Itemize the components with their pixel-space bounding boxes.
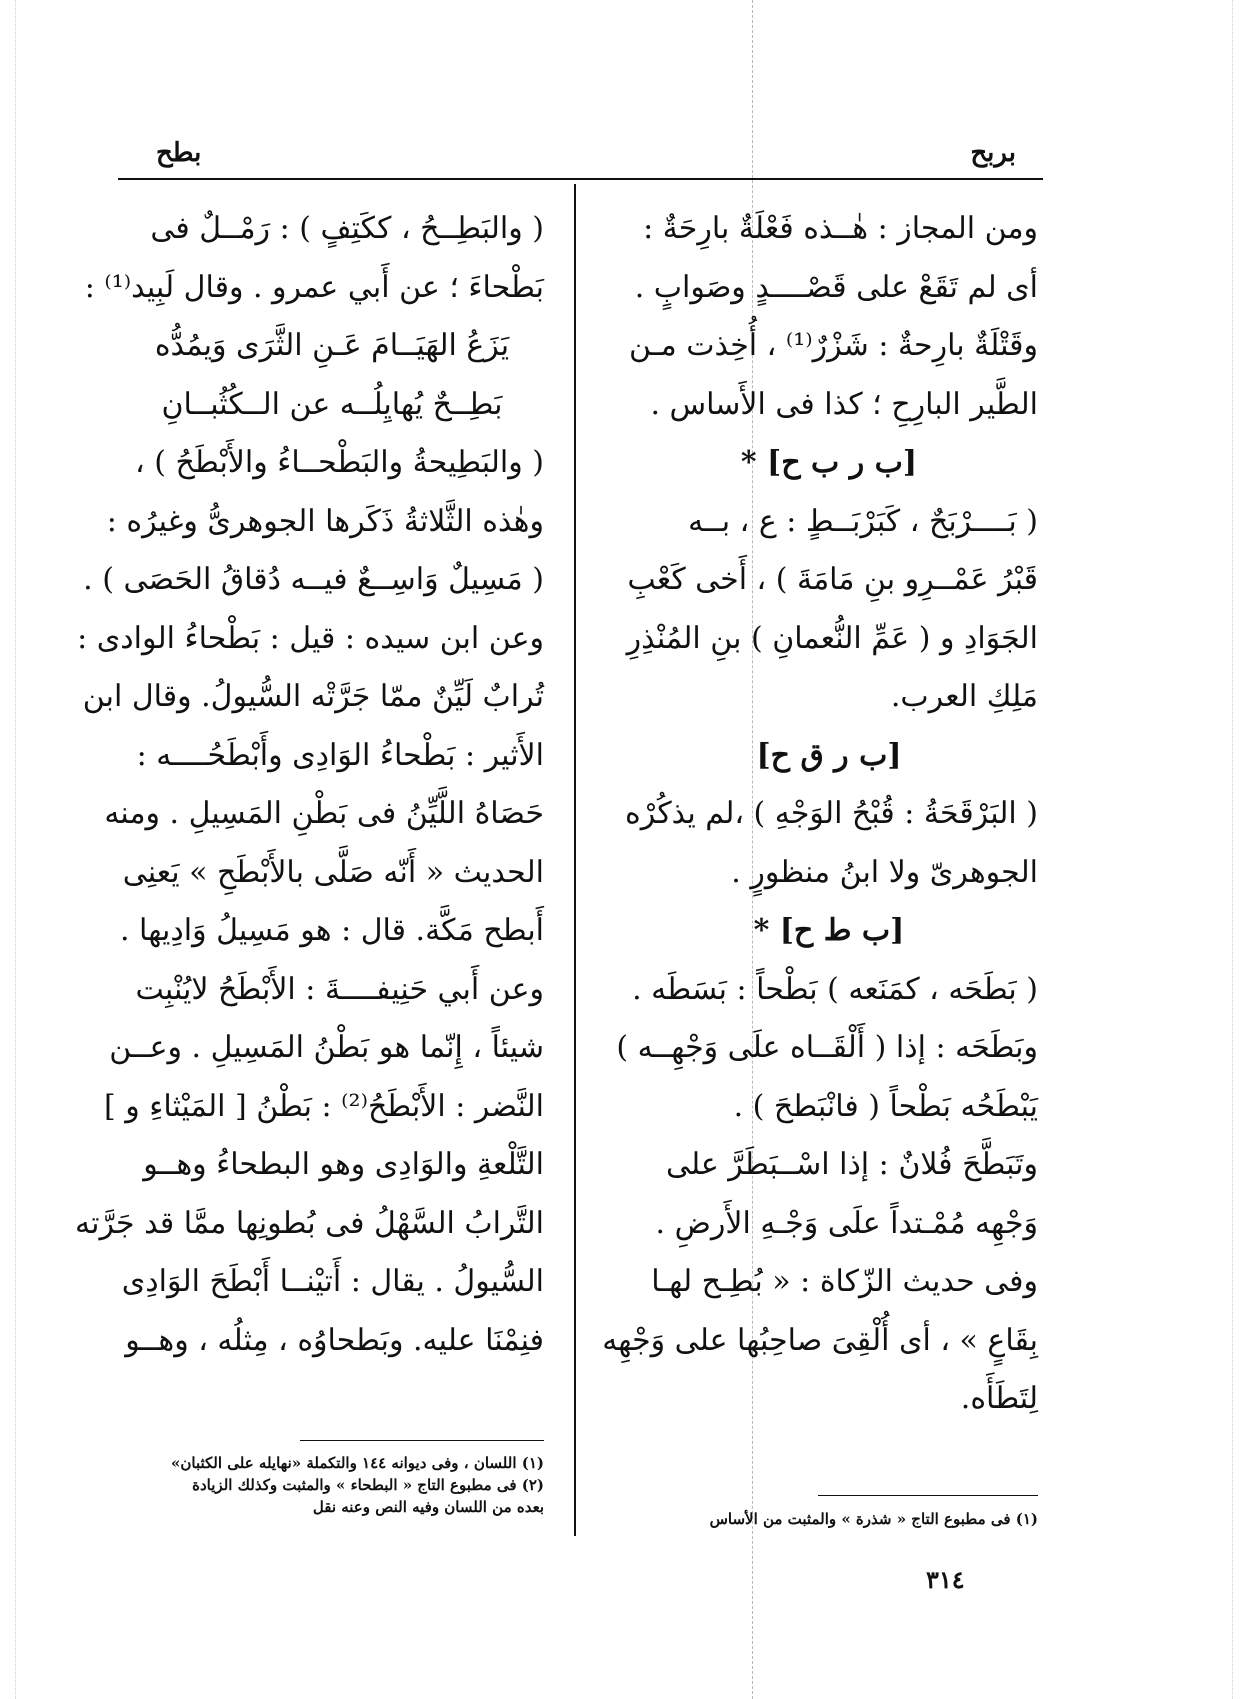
text-line: أَبطح مَكَّة. قال : هو مَسِيلُ وَادِيها . xyxy=(119,913,544,948)
running-head-left: بطح xyxy=(156,138,202,168)
text-line: ( البَرْقَحَةُ : قُبْحُ الوَجْهِ ) ،لم يذكُرْه xyxy=(625,796,1038,831)
text-line: أى لم تَقَعْ على قَصْــــدٍ وصَوابٍ . xyxy=(634,269,1038,305)
text-line: وتَبَطَّحَ فُلانٌ : إذا اسْــبَطَرَّ على xyxy=(665,1147,1038,1182)
footnote-rule xyxy=(300,1440,544,1441)
text-line: وهٰذه الثَّلاثةُ ذَكَرها الجوهرىُّ وغيرُه : xyxy=(106,503,544,539)
text-line: السُّيولُ . يقال : أَتيْنــا أَبْطَحَ الوَادِى xyxy=(121,1264,544,1299)
text-line: وعن أَبي حَنِيفــــةَ : الأَبْطَحُ لايُنْبِت xyxy=(135,971,544,1007)
verse-line: بَطِــحٌ يُهايِلُــه عن الــكُثُبــانِ xyxy=(161,386,503,422)
text-line: ( مَسِيلٌ وَاسِــعٌ فيــه دُقاقُ الحَصَى ) . xyxy=(83,562,544,597)
scan-edge-line xyxy=(1232,0,1233,1699)
text-line: فنِمْنَا عليه. وبَطحاوُه ، مِثلُه ، وهــو xyxy=(125,1322,544,1358)
text-line: وفى حديث الزّكاة : « بُطِـح لهـا xyxy=(651,1264,1038,1299)
text-line: وعن ابن سيده : قيل : بَطْحاءُ الوادى : xyxy=(77,620,544,656)
column-divider xyxy=(574,184,576,1536)
text-line: التَّلْعةِ والوَادِى وهو البطحاءُ وهــو xyxy=(143,1147,544,1182)
text-line: ( بَطَحَه ، كمَنَعه ) بَطْحاً : بَسَطَه . xyxy=(632,971,1038,1007)
scan-edge-line xyxy=(15,0,16,1699)
footnote: بعده من اللسان وفيه النص وعنه نقل xyxy=(312,1498,544,1516)
text-line: مَلِكِ العرب. xyxy=(890,679,1038,714)
footnote-rule xyxy=(818,1495,1038,1496)
text-line: قَبْرُ عَمْــرِو بنِ مَامَةَ ) ، أَخى كَعْبِ xyxy=(627,562,1038,597)
text-line: تُرابٌ لَيِّنٌ ممّا جَرَّتْه السُّيولُ. وقال ابن xyxy=(82,679,544,714)
text-line: حَصَاهُ اللَّيِّنُ فى بَطْنِ المَسِيلِ . ومنه xyxy=(104,796,544,831)
text-line: الأَثير : بَطْحاءُ الوَادِى وأَبْطَحُــــه : xyxy=(136,737,544,773)
text-line: وبَطَحَه : إذا ( أَلْقَــاه علَى وَجْهِــه ) xyxy=(616,1030,1038,1065)
footnotes-left xyxy=(120,1452,544,1518)
text-line: شيئاً ، إِنّما هو بَطْنُ المَسِيلِ . وعــن xyxy=(109,1030,544,1065)
text-line: ومن المجاز : هٰــذه فَعْلَةٌ بارِحَةٌ : xyxy=(643,211,1038,246)
entry-heading: [ب ر ب ح] * xyxy=(740,445,918,480)
entry-heading: [ب ط ح] * xyxy=(753,913,905,948)
right-column xyxy=(602,200,1038,1429)
text-line: ( والبَطِــحُ ، ككَتِفٍ ) : رَمْــلٌ فى xyxy=(150,211,544,246)
text-line: الجوهرىّ ولا ابنُ منظورٍ . xyxy=(731,854,1038,890)
header-rule xyxy=(118,178,1043,180)
text-line: لِتَطَأَه. xyxy=(960,1381,1038,1416)
footnotes-right xyxy=(620,1508,1038,1530)
footnote: (١) فى مطبوع التاج « شذرة » والمثبت من الأساس xyxy=(709,1510,1038,1528)
left-column xyxy=(75,200,544,1370)
text-line: الحديث « أَنّه صَلَّى بالأَبْطَحِ » يَعنِى xyxy=(122,854,544,890)
text-line: النَّضر : الأَبْطَحُ⁽²⁾ : بَطْنُ [ المَيْثاءِ و ] xyxy=(103,1088,544,1124)
page-number: ٣١٤ xyxy=(926,1565,965,1594)
footnote: (١) اللسان ، وفى ديوانه ١٤٤ والتكملة «نهايله على الكثبان» xyxy=(171,1454,544,1472)
text-line: التَّرابُ السَّهْلُ فى بُطونِها ممَّا قد جَرَّته xyxy=(75,1205,544,1241)
text-line: وَجْهِه مُمْـتداً علَى وَجْـهِ الأَرضِ . xyxy=(655,1205,1038,1241)
text-line: وقَتْلَةٌ بارِحةٌ : شَزْرٌ⁽¹⁾ ، أُخِذت مـن xyxy=(628,328,1038,363)
text-line: بِقَاعٍ » ، أى أُلْقِىَ صاحِبُها على وَجْهِه xyxy=(602,1322,1038,1358)
text-line: الجَوَادِ و ( عَمِّ النُّعمانِ ) بنِ المُنْذِرِ xyxy=(626,620,1038,656)
footnote: (٢) فى مطبوع التاج « البطحاء » والمثبت وكذلك الزيادة xyxy=(192,1476,544,1494)
text-line: ( والبَطِيحةُ والبَطْحــاءُ والأَبْطَحُ ) ، xyxy=(135,445,544,480)
entry-heading: [ب ر ق ح] xyxy=(756,737,902,773)
text-line: ( بَــــرْبَحٌ ، كَبَرْبَــطٍ : ع ، بــه xyxy=(688,503,1038,539)
text-line: الطَّير البارِحِ ؛ كذا فى الأَساس . xyxy=(650,386,1038,422)
text-line: يَبْطَحُه بَطْحاً ( فانْبَطحَ ) . xyxy=(733,1088,1038,1124)
verse-line: يَزَعُ الهَيَــامَ عَـنِ الثَّرَى وَيمُدُّه xyxy=(154,328,510,363)
text-line: بَطْحاءَ ؛ عن أَبي عمرو . وقال لَبِيد⁽¹⁾ : xyxy=(84,269,544,305)
running-head-right: بربح xyxy=(970,138,1016,168)
